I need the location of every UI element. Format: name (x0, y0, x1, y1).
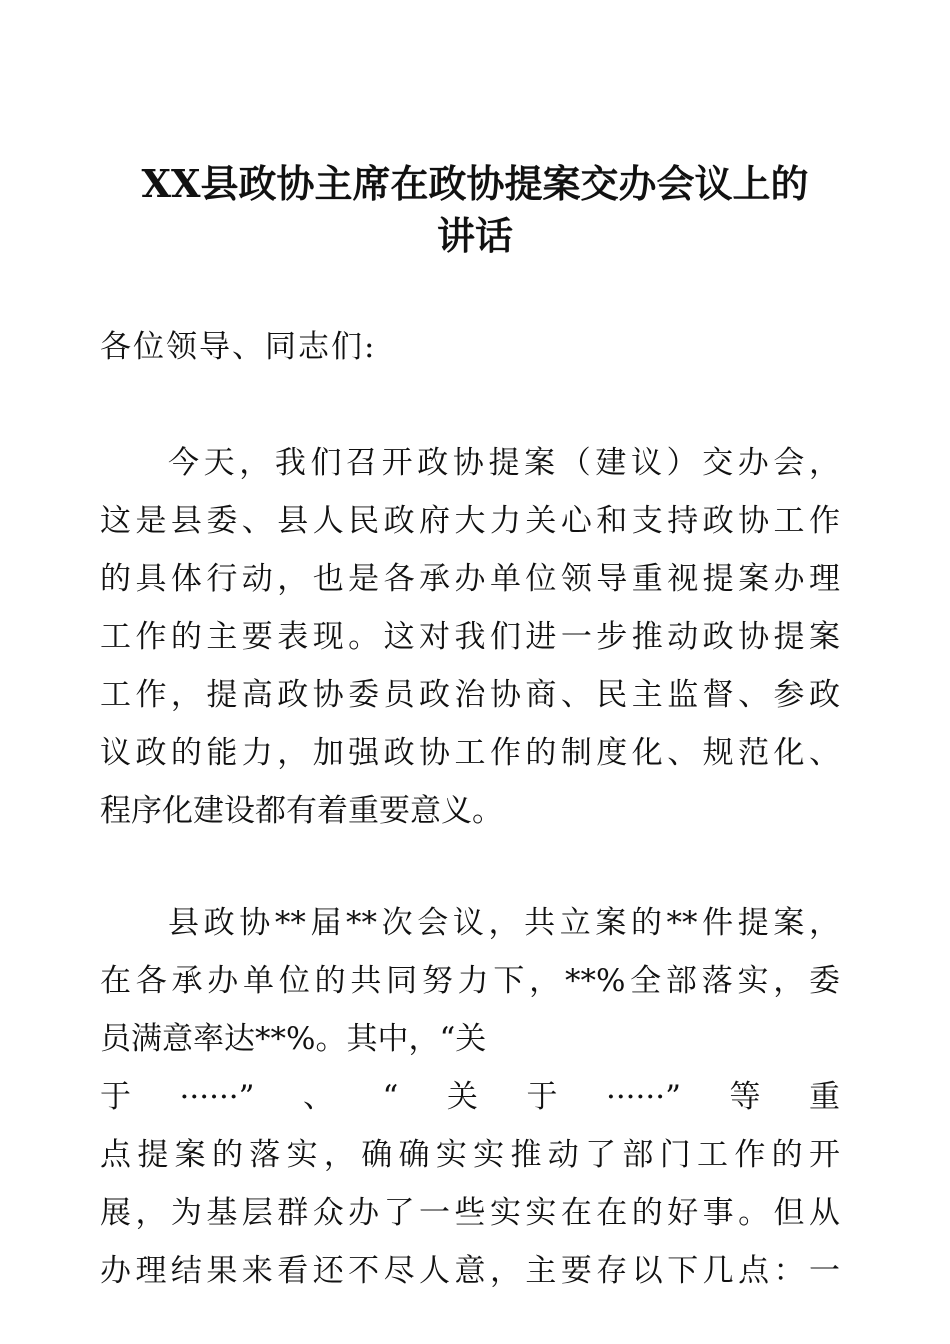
paragraph-line: 员满意率达**%。其中，“关 (100, 1021, 487, 1057)
salutation: 各位领导、同志们: (100, 329, 377, 365)
paragraph-line: 程序化建设都有着重要意义。 (100, 793, 503, 829)
paragraph-1 (100, 434, 840, 840)
paragraph-line: 工作，提高政协委员政治协商、民主监督、参政 (100, 677, 840, 713)
paragraph-line: 工作的主要表现。这对我们进一步推动政协提案 (100, 619, 840, 655)
paragraph-line: 县政协**届**次会议，共立案的**件提案， (168, 905, 840, 941)
paragraph-line: 今天，我们召开政协提案（建议）交办会， (168, 445, 840, 481)
paragraph-line: 点提案的落实，确确实实推动了部门工作的开 (100, 1137, 840, 1173)
paragraph-line: 这是县委、县人民政府大力关心和支持政协工作 (100, 503, 840, 539)
paragraph-line: 的具体行动，也是各承办单位领导重视提案办理 (100, 561, 840, 597)
paragraph-line: 于······”、“关于······”等重 (100, 1079, 840, 1115)
document-title (100, 158, 850, 262)
paragraph-line: 办理结果来看还不尽人意，主要存以下几点：一 (100, 1253, 840, 1289)
paragraph-line: 议政的能力，加强政协工作的制度化、规范化、 (100, 735, 840, 771)
paragraph-line: 在各承办单位的共同努力下，**%全部落实，委 (100, 963, 840, 999)
paragraph-2 (100, 894, 840, 1300)
title-line-2: 讲话 (436, 213, 513, 258)
title-line-1: XX县政协主席在政协提案交办会议上的 (141, 161, 809, 206)
paragraph-line: 展，为基层群众办了一些实实在在的好事。但从 (100, 1195, 840, 1231)
